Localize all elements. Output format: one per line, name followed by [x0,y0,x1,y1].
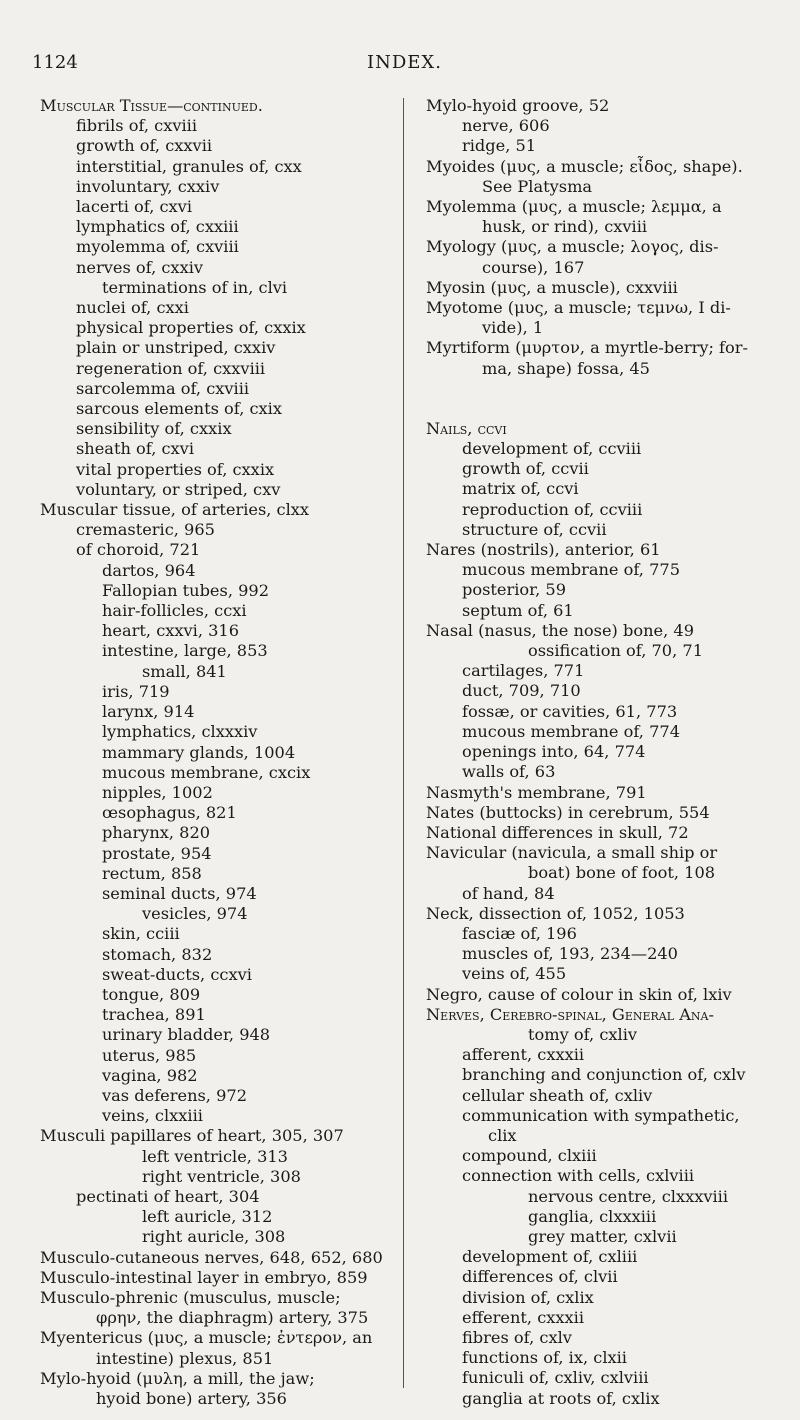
index-entry: right ventricle, 308 [142,1166,301,1186]
index-entry: fibrils of, cxviii [76,116,198,136]
index-entry: structure of, ccvii [462,519,607,539]
index-entry: œsophagus, 821 [102,803,237,823]
index-entry: clix [488,1125,517,1145]
index-entry: posterior, 59 [462,580,567,600]
index-entry: prostate, 954 [102,843,212,863]
index-entry: mucous membrane, cxcix [102,762,311,782]
column-divider [403,98,404,1388]
index-entry: vide), 1 [482,318,544,338]
index-entry: differences of, clvii [462,1267,618,1287]
index-entry: connection with cells, cxlviii [462,1166,695,1186]
index-entry: ganglia at roots of, cxlix [462,1388,660,1408]
index-entry: lymphatics, clxxxiv [102,722,258,742]
index-entry: nuclei of, cxxi [76,298,189,318]
index-entry: interstitial, granules of, cxx [76,156,302,176]
index-entry: left ventricle, 313 [142,1146,288,1166]
index-entry: myolemma of, cxviii [76,237,239,257]
index-entry: branching and conjunction of, cxlv [462,1065,746,1085]
index-entry: Nerves, Cerebro-spinal, General Ana- [426,1004,714,1024]
index-entry: dartos, 964 [102,560,196,580]
index-entry: Muscular tissue, of arteries, clxx [40,500,310,520]
index-entry: Myrtiform (μυρτον, a myrtle-berry; for- [426,338,749,358]
index-entry: Neck, dissection of, 1052, 1053 [426,903,685,923]
index-entry: Myosin (μυς, a muscle), cxxviii [426,277,678,297]
index-entry: φρην, the diaphragm) artery, 375 [96,1308,369,1328]
index-entry: reproduction of, ccviii [462,499,643,519]
index-entry: Nates (buttocks) in cerebrum, 554 [426,802,710,822]
index-entry: Nails, ccvi [426,418,507,438]
index-entry: development of, ccviii [462,439,642,459]
index-entry: skin, cciii [102,924,180,944]
index-entry: duct, 709, 710 [462,681,581,701]
index-entry: Fallopian tubes, 992 [102,580,270,600]
index-entry: voluntary, or striped, cxv [76,479,281,499]
index-entry: ridge, 51 [462,136,537,156]
index-entry: uterus, 985 [102,1045,197,1065]
index-entry: funiculi of, cxliv, cxlviii [462,1368,649,1388]
index-entry: left auricle, 312 [142,1207,273,1227]
index-entry: intestine, large, 853 [102,641,268,661]
index-entry: vagina, 982 [102,1065,198,1085]
index-entry: division of, cxlix [462,1287,594,1307]
index-entry: fibres of, cxlv [462,1327,572,1347]
index-entry: communication with sympathetic, [462,1105,740,1125]
index-entry: nerve, 606 [462,116,550,136]
index-entry: nipples, 1002 [102,782,213,802]
index-entry: lymphatics of, cxxiii [76,217,239,237]
index-entry: muscles of, 193, 234—240 [462,944,678,964]
index-entry [426,379,786,419]
index-entry: cremasteric, 965 [76,520,215,540]
index-entry: Myolemma (μυς, a muscle; λεμμα, a [426,197,722,217]
page-header [32,52,452,76]
index-entry: Musculo-cutaneous nerves, 648, 652, 680 [40,1247,383,1267]
index-entry: openings into, 64, 774 [462,742,646,762]
index-entry: heart, cxxvi, 316 [102,621,240,641]
index-entry: lacerti of, cxvi [76,197,193,217]
index-entry: Musculo-intestinal layer in embryo, 859 [40,1267,368,1287]
index-entry: regeneration of, cxxviii [76,358,266,378]
index-entry: iris, 719 [102,681,170,701]
index-entry: course), 167 [482,257,585,277]
index-entry: hair-follicles, ccxi [102,601,247,621]
page-number: 1124 [32,52,78,73]
index-entry: stomach, 832 [102,944,213,964]
index-entry: seminal ducts, 974 [102,883,257,903]
index-entry: Mylo-hyoid (μυλη, a mill, the jaw; [40,1368,315,1388]
index-entry: Mylo-hyoid groove, 52 [426,96,610,115]
index-entry: sarcolemma of, cxviii [76,378,250,398]
index-entry: veins, clxxiii [102,1106,203,1126]
index-entry: septum of, 61 [462,600,574,620]
index-entry: trachea, 891 [102,1005,206,1025]
index-entry: ossification of, 70, 71 [528,641,703,661]
index-entry: mucous membrane of, 775 [462,560,680,580]
index-entry: small, 841 [142,661,227,681]
index-entry: right auricle, 308 [142,1227,286,1247]
index-entry: physical properties of, cxxix [76,318,306,338]
index-entry: tomy of, cxliv [528,1024,638,1044]
index-entry: Myology (μυς, a muscle; λογος, dis- [426,237,719,257]
index-entry: Musculi papillares of heart, 305, 307 [40,1126,344,1146]
index-entry: mammary glands, 1004 [102,742,296,762]
index-entry: of choroid, 721 [76,540,201,560]
index-entry: rectum, 858 [102,863,202,883]
index-entry: husk, or rind), cxviii [482,217,648,237]
index-entry: hyoid bone) artery, 356 [96,1389,287,1408]
index-entry: fasciæ of, 196 [462,923,577,943]
index-entry: pharynx, 820 [102,823,211,843]
index-entry: Navicular (navicula, a small ship or [426,843,718,863]
index-entry: vital properties of, cxxix [76,459,275,479]
index-entry: development of, cxliii [462,1247,638,1267]
index-entry: compound, clxiii [462,1146,597,1166]
index-entry: matrix of, ccvi [462,479,579,499]
index-entry: Muscular Tissue—continued. [40,96,263,115]
index-entry: sensibility of, cxxix [76,419,232,439]
index-entry: tongue, 809 [102,984,201,1004]
index-entry: Myentericus (μυς, a muscle; ἐντερον, an [40,1328,373,1348]
index-entry: Negro, cause of colour in skin of, lxiv [426,984,732,1004]
index-entry: growth of, cxxvii [76,136,213,156]
index-entry: pectinati of heart, 304 [76,1186,260,1206]
index-entry: intestine) plexus, 851 [96,1348,274,1368]
index-entry: larynx, 914 [102,702,195,722]
index-entry: vas deferens, 972 [102,1085,247,1105]
index-entry: fossæ, or cavities, 61, 773 [462,701,678,721]
index-entry: plain or unstriped, cxxiv [76,338,276,358]
index-entry: sweat-ducts, ccxvi [102,964,252,984]
index-entry: See Platysma [482,176,593,196]
index-entry: of hand, 84 [462,883,555,903]
index-entry: growth of, ccvii [462,459,589,479]
index-entry: Myoides (μυς, a muscle; εἶδος, shape). [426,156,743,176]
index-entry: Nasmyth's membrane, 791 [426,782,647,802]
index-entry: veins of, 455 [462,964,567,984]
index-entry: nervous centre, clxxxviii [528,1186,729,1206]
index-entry: efferent, cxxxii [462,1307,585,1327]
index-column-right [426,96,786,1409]
index-entry: ganglia, clxxxiii [528,1206,657,1226]
index-entry: walls of, 63 [462,762,556,782]
index-entry: Myotome (μυς, a muscle; τεμνω, I di- [426,298,731,318]
index-entry: boat) bone of foot, 108 [528,863,716,883]
index-entry: cellular sheath of, cxliv [462,1085,653,1105]
index-entry: involuntary, cxxiv [76,176,220,196]
index-entry: Nares (nostrils), anterior, 61 [426,540,661,560]
index-entry: Musculo-phrenic (musculus, muscle; [40,1287,341,1307]
index-entry: National differences in skull, 72 [426,822,689,842]
index-entry: functions of, ix, clxii [462,1348,627,1368]
index-entry: ma, shape) fossa, 45 [482,358,650,378]
index-entry: terminations of in, clvi [102,277,288,297]
index-entry: afferent, cxxxii [462,1045,585,1065]
index-entry: vesicles, 974 [142,904,248,924]
index-entry: sarcous elements of, cxix [76,399,282,419]
index-column-left [40,96,400,1409]
index-entry: urinary bladder, 948 [102,1025,271,1045]
index-entry: grey matter, cxlvii [528,1226,677,1246]
index-entry: cartilages, 771 [462,661,585,681]
index-entry: mucous membrane of, 774 [462,721,680,741]
index-entry: Nasal (nasus, the nose) bone, 49 [426,620,694,640]
index-entry: nerves of, cxxiv [76,257,204,277]
page-title: INDEX. [367,52,442,73]
index-entry: sheath of, cxvi [76,439,195,459]
